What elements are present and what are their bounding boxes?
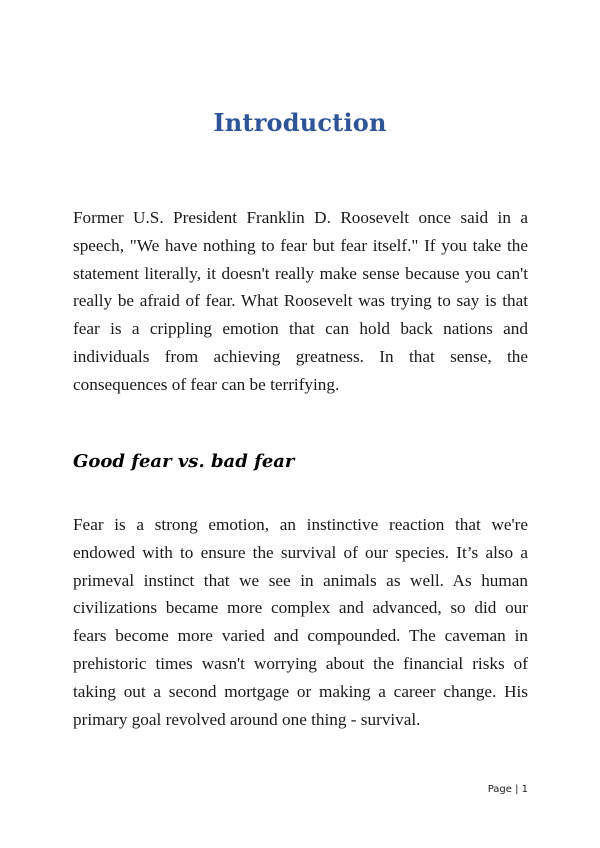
intro-paragraph: Former U.S. President Franklin D. Roosevelt once said in a speech, "We have nothing to fear but fear itself." If you take the statement literally, it doesn't really make sense because you can't really be afraid of fear. What Roosevelt was trying to say is that fear is a crippling emotion that can hold back nations and individuals from achieving greatness. In that sense, the consequences of fear can be terrifying. <box>73 208 528 394</box>
page-title: Introduction <box>213 108 387 137</box>
section-heading: Good fear vs. bad fear <box>73 451 295 472</box>
section-paragraph: Fear is a strong emotion, an instinctive reaction that we're endowed with to ensure the survival of our species. It’s also a primeval instinct that we see in animals as well. As human civilizations became more complex and advanced, so did our fears become more varied and compounded. The caveman in prehistoric times wasn't worrying about the financial risks of taking out a second mortgage or making a career change. His primary goal revolved around one thing - survival. <box>73 515 528 729</box>
page-number: Page | 1 <box>487 784 528 795</box>
